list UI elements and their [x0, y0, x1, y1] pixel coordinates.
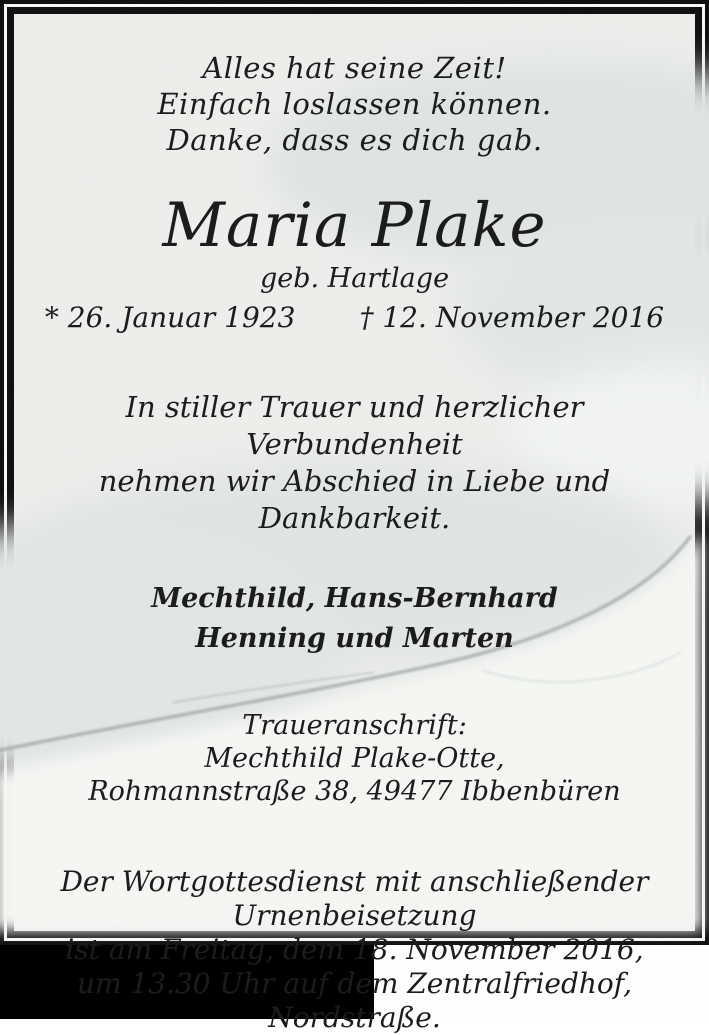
service-line: ist am Freitag, dem 18. November 2016, — [65, 933, 644, 966]
memorial-card — [7, 7, 702, 1034]
mourners-line: Henning und Marten — [195, 623, 514, 654]
frame-gap-line — [4, 4, 705, 1034]
epigraph-line: Einfach loslassen können. — [157, 87, 552, 121]
maiden-name: geb. Hartlage — [259, 263, 450, 294]
address-label: Traueranschrift: — [242, 710, 467, 741]
mourners-names — [14, 579, 695, 659]
life-dates — [14, 302, 695, 334]
service-line: Der Wortgottesdienst mit anschließender Urnenbeisetzung — [60, 865, 649, 932]
address-line: Mechthild Plake-Otte, — [204, 743, 505, 774]
notice-content — [14, 50, 695, 1035]
death-date: † 12. November 2016 — [359, 301, 665, 334]
service-announcement — [14, 865, 695, 1035]
mourners-line: Mechthild, Hans-Bernhard — [151, 583, 558, 614]
service-line: um 13.30 Uhr auf dem Zentralfriedhof, Nordstraße. — [76, 967, 633, 1034]
mourning-address — [14, 709, 695, 808]
condolence-text — [14, 389, 695, 537]
condolence-line: nehmen wir Abschied in Liebe und Dankbarkeit. — [98, 464, 611, 535]
deceased-name: Maria Plake — [162, 190, 547, 261]
epigraph-line: Danke, dass es dich gab. — [166, 123, 543, 157]
epigraph — [14, 50, 695, 158]
epigraph-line: Alles hat seine Zeit! — [202, 51, 507, 85]
condolence-line: In stiller Trauer und herzlicher Verbundenheit — [125, 390, 584, 461]
birth-date: * 26. Januar 1923 — [44, 301, 296, 334]
address-line: Rohmannstraße 38, 49477 Ibbenbüren — [88, 776, 621, 807]
